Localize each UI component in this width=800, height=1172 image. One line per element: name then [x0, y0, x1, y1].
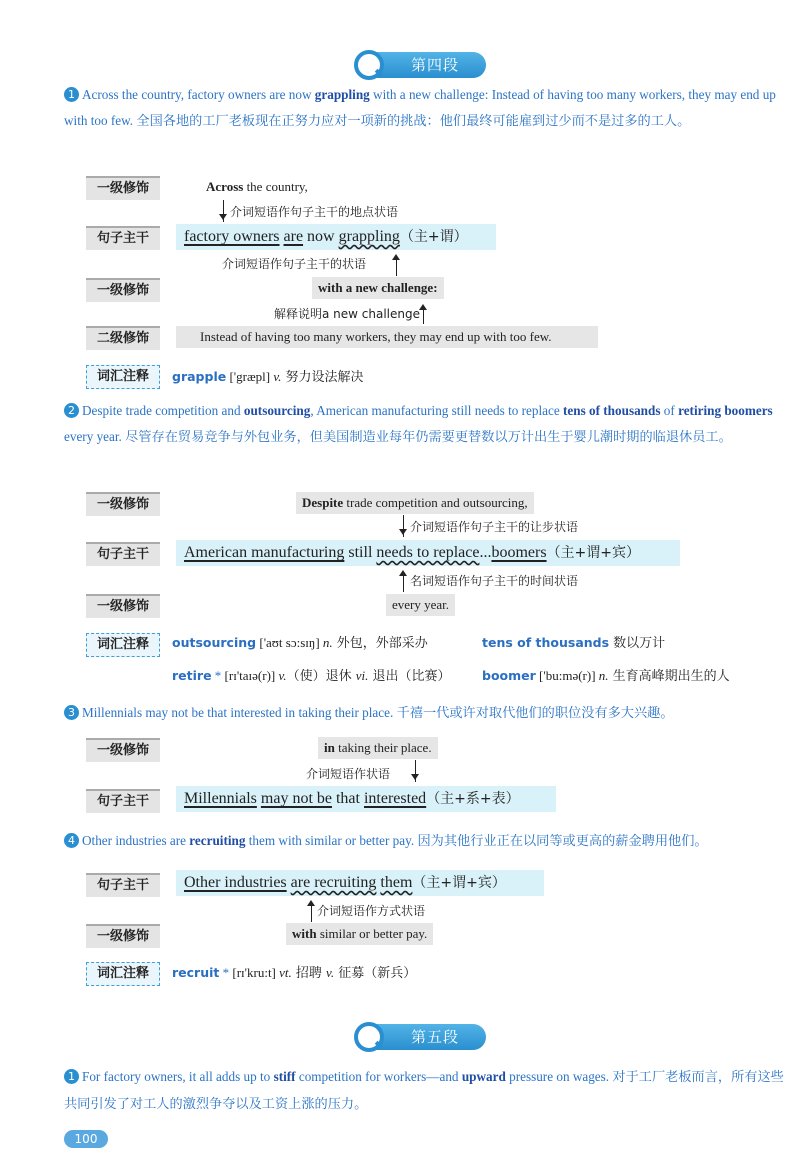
magnifier-icon	[354, 1022, 384, 1052]
main-clause: factory owners are now grappling（主+谓）	[176, 224, 496, 250]
vocab-entry-outsourcing: outsourcing ['aʊt sɔ:sɪŋ] n. 外包，外部采办	[172, 635, 428, 651]
modifier-instead: Instead of having too many workers, they may end up with too few.	[176, 326, 598, 348]
note-location-adverbial: 介词短语作句子主干的地点状语	[230, 205, 399, 219]
arrow-up	[403, 574, 404, 592]
arrow-down	[403, 515, 404, 537]
number-badge: 1	[64, 1069, 79, 1084]
main-clause-label: 句子主干	[86, 873, 160, 897]
level1-label: 一级修饰	[86, 278, 160, 302]
note-adverbial: 介词短语作句子主干的状语	[222, 257, 367, 271]
paragraph-4: 4 Other industries are recruiting them with similar or better pay. 因为其他行业正在以同等或更高的薪金聘用他们。	[64, 828, 784, 855]
section-title: 第四段	[410, 56, 459, 74]
arrow-up	[311, 904, 312, 922]
modifier-every-year: every year.	[386, 594, 455, 616]
level1-label: 一级修饰	[86, 738, 160, 762]
arrow-up	[396, 258, 397, 276]
modifier-in: in taking their place.	[318, 737, 438, 759]
main-clause: Millennials may not be that interested（主+系+表）	[176, 786, 556, 812]
main-clause-label: 句子主干	[86, 226, 160, 250]
note-concession-adverbial: 介词短语作句子主干的让步状语	[410, 520, 579, 534]
vocab-entry-boomer: boomer ['bu:mə(r)] n. 生育高峰期出生的人	[482, 668, 730, 684]
vocab-label: 词汇注释	[86, 633, 160, 657]
main-clause-label: 句子主干	[86, 789, 160, 813]
number-badge: 2	[64, 403, 79, 418]
paragraph-1: 1 Across the country, factory owners are now grappling with a new challenge: Instead of having too many workers, they may end up with too few. 全国各地的工厂老板现在正努力应对一项新的挑战：他们最终可能雇到过少而不是过多的工人。	[64, 87, 776, 129]
section-title: 第五段	[410, 1028, 459, 1046]
number-badge: 1	[64, 87, 79, 102]
number-badge: 4	[64, 833, 79, 848]
vocab-label: 词汇注释	[86, 962, 160, 986]
level1-label: 一级修饰	[86, 492, 160, 516]
level1-label: 一级修饰	[86, 176, 160, 200]
modifier-despite: Despite trade competition and outsourcing,	[296, 492, 534, 514]
vocab-entry-retire: retire * [rɪ'taɪə(r)] v.（使）退休 vi. 退出（比赛）	[172, 668, 451, 684]
level1-label: 一级修饰	[86, 594, 160, 618]
note-time-adverbial: 名词短语作句子主干的时间状语	[410, 574, 579, 588]
level2-label: 二级修饰	[86, 326, 160, 350]
modifier-with: with similar or better pay.	[286, 923, 433, 945]
paragraph-3: 3 Millennials may not be that interested in taking their place. 千禧一代或许对取代他们的职位没有多大兴趣。	[64, 700, 784, 727]
vocab-entry-recruit: recruit * [rɪ'kru:t] vt. 招聘 v. 征募（新兵）	[172, 965, 417, 981]
note-explanation: 解释说明a new challenge	[274, 307, 420, 321]
vocab-entry-tens-of-thousands: tens of thousands 数以万计	[482, 635, 666, 651]
level1-label: 一级修饰	[86, 924, 160, 948]
arrow-down	[223, 200, 224, 222]
note-manner-adverbial: 介词短语作方式状语	[317, 904, 426, 918]
vocab-label: 词汇注释	[86, 365, 160, 389]
main-clause: Other industries are recruiting them（主+谓+宾）	[176, 870, 544, 896]
paragraph-5: 1 For factory owners, it all adds up to stiff competition for workers—and upward pressure on wages. 对于工厂老板而言，所有这些共同引发了对工人的激烈争夺以及工资上涨的压力。	[64, 1069, 784, 1112]
main-clause-label: 句子主干	[86, 542, 160, 566]
modifier-across: Across the country,	[206, 179, 308, 194]
paragraph-2: 2 Despite trade competition and outsourcing, American manufacturing still needs to replace tens of thousands of retiring boomers every year. 尽管存在贸易竞争与外包业务，但美国制造业每年仍需要更替数以万计出生于婴儿潮时期的临退休员工。	[64, 403, 773, 445]
arrow-down	[415, 760, 416, 782]
number-badge: 3	[64, 705, 79, 720]
section-header-5	[358, 1024, 486, 1050]
main-clause: American manufacturing still needs to replace...boomers（主+谓+宾）	[176, 540, 680, 566]
vocab-entry-grapple: grapple ['græpl] v. 努力设法解决	[172, 369, 364, 385]
section-header-4	[358, 52, 486, 78]
modifier-with: with a new challenge:	[312, 277, 444, 299]
page-number: 100	[64, 1130, 108, 1148]
magnifier-icon	[354, 50, 384, 80]
arrow-up	[423, 308, 424, 324]
note-adverbial: 介词短语作状语	[306, 767, 391, 781]
